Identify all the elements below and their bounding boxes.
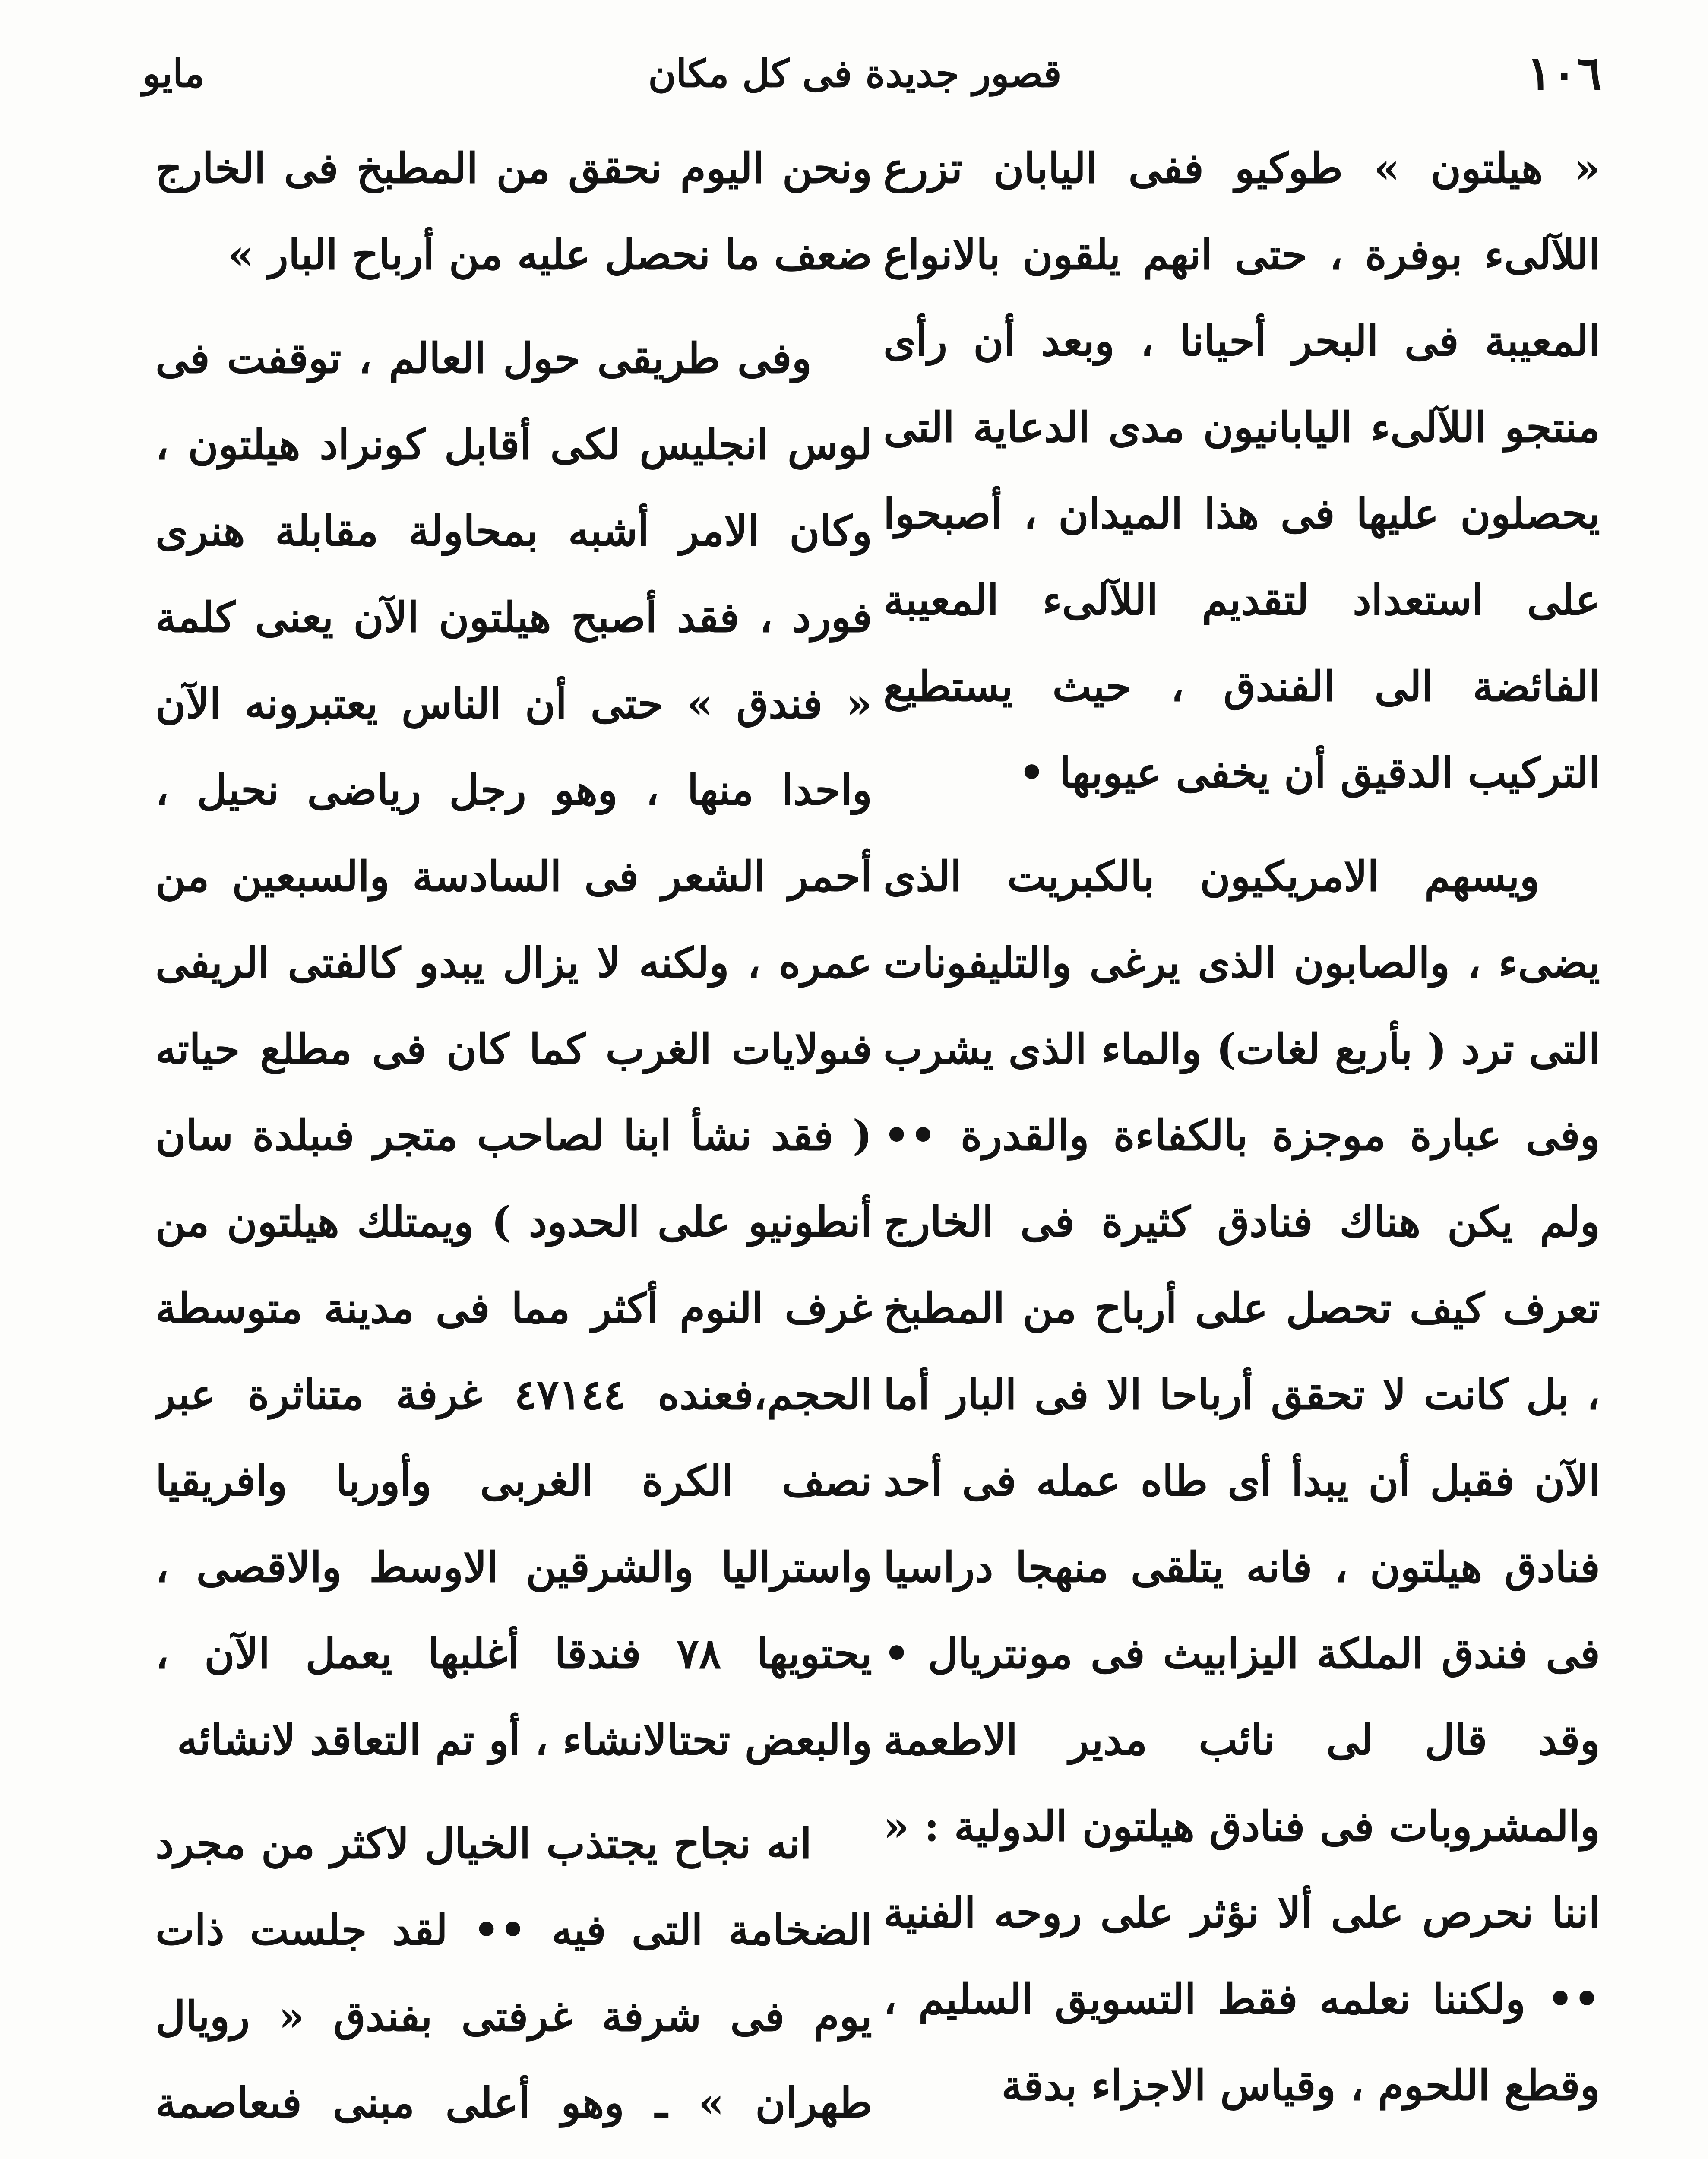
paragraph: انه نجاح يجتذب الخيال لاكثر من مجرد الضخامة التى فيه •• لقد جلست ذات يوم فى شرفة غرفتى بفندق « رويال طهران » ـ وهو أعلى مبنى فىعاصمة xyxy=(155,1819,872,2127)
left-text-column xyxy=(155,125,872,2159)
paragraph: « هيلتون » طوكيو ففى اليابان تزرع اللآلىء بوفرة ، حتى انهم يلقون بالانواع المعيبة فى البحر أحيانا ، وبعد أن رأى منتجو اللآلىء اليابانيون مدى الدعاية التى يحصلون عليها فى هذا الميدان ، أصبحوا على استعداد لتقديم اللآلىء المعيبة الفائضة الى الفندق ، حيث يستطيع التركيب الدقيق أن يخفى عيوبها • xyxy=(883,144,1600,797)
paragraph: ونحن اليوم نحقق من المطبخ فى الخارج ضعف ما نحصل عليه من أرباح البار » xyxy=(155,144,872,279)
issue-month: مايو xyxy=(142,51,205,96)
running-title: قصور جديدة فى كل مكان xyxy=(648,51,1062,96)
paragraph: وفى طريقى حول العالم ، توقفت فى لوس انجليس لكى أقابل كونراد هيلتون ، وكان الامر أشبه بمحاولة مقابلة هنرى فورد ، فقد أصبح هيلتون الآن يعنى كلمة « فندق » حتى أن الناس يعتبرونه الآن واحدا منها ، وهو رجل رياضى نحيل ، أحمر الشعر فى السادسة والسبعين من عمره ، ولكنه لا يزال يبدو كالفتى الريفى فىولايات الغرب كما كان فى مطلع حياته ( فقد نشأ ابنا لصاحب متجر فىبلدة سان أنطونيو على الحدود ) ويمتلك هيلتون من غرف النوم أكثر مما فى مدينة متوسطة الحجم،فعنده ٤٧١٤٤ غرفة متناثرة عبر نصف الكرة الغربى وأوربا وافريقيا واستراليا والشرقين الاوسط والاقصى ، يحتويها ٧٨ فندقا أغلبها يعمل الآن ، والبعض تحتالانشاء ، أو تم التعاقد لانشائه xyxy=(155,334,872,1764)
right-text-column xyxy=(883,125,1600,2159)
page-number: ١٠٦ xyxy=(1526,46,1602,101)
paragraph: ويسهم الامريكيون بالكبريت الذى يضىء ، والصابون الذى يرغى والتليفونات التى ترد ( بأربع لغات) والماء الذى يشرب وفى عبارة موجزة بالكفاءة والقدرة •• ولم يكن هناك فنادق كثيرة فى الخارج تعرف كيف تحصل على أرباح من المطبخ ، بل كانت لا تحقق أرباحا الا فى البار أما الآن فقبل أن يبدأ أى طاه عمله فى أحد فنادق هيلتون ، فانه يتلقى منهجا دراسيا فى فندق الملكة اليزابيث فى مونتريال • وقد قال لى نائب مدير الاطعمة والمشروبات فى فنادق هيلتون الدولية : « اننا نحرص على ألا نؤثر على روحه الفنية •• ولكننا نعلمه فقط التسويق السليم ، وقطع اللحوم ، وقياس الاجزاء بدقة xyxy=(883,852,1600,2110)
page-header xyxy=(108,41,1602,106)
